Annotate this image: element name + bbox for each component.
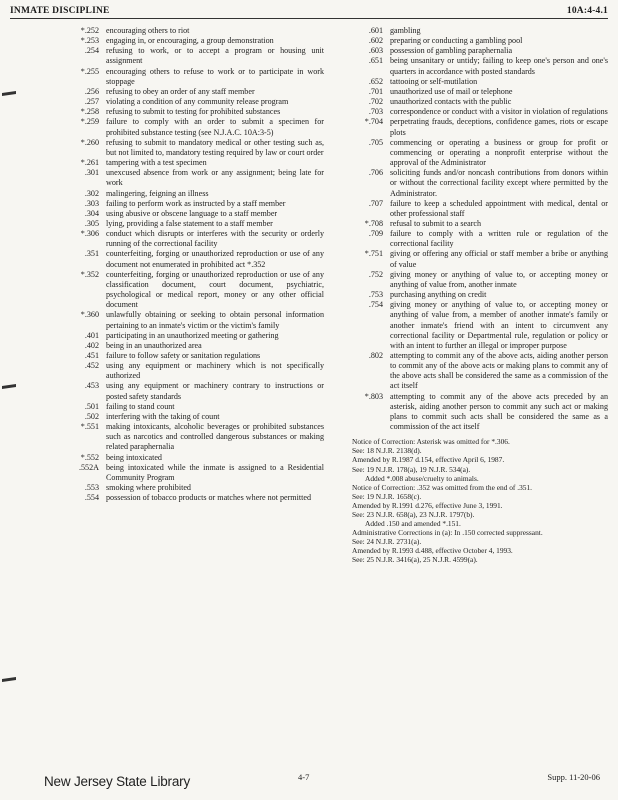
rule-text: being intoxicated while the inmate is assigned to a Residential Community Program: [106, 462, 324, 482]
rule-entry: [68, 36, 324, 46]
rule-entry: [352, 351, 608, 392]
rule-entry: [68, 310, 324, 330]
rule-text: giving money or anything of value to, or accepting money or anything of value from, a member of another inmate's family or another inmate's friend with an intent to circumvent any correctional facility or Departmental rule, regulation or policy or with an intent to further an illegal or improper purpose: [390, 300, 608, 350]
rule-text: failure to keep a scheduled appointment with medical, dental or other professional staff: [390, 198, 608, 218]
rule-code: *.704: [364, 117, 383, 127]
rule-text: failure to comply with an order to submit a specimen for prohibited substance testing (see N.J.A.C. 10A:3-5): [106, 117, 324, 137]
rule-code: .601: [368, 26, 383, 35]
rule-entry: [68, 493, 324, 503]
rule-code: *.261: [80, 158, 99, 168]
history-note: See: 19 N.J.R. 1658(c).: [352, 491, 422, 501]
rule-code: .709: [368, 229, 383, 239]
rule-text: participating in an unauthorized meeting or gathering: [106, 330, 279, 340]
rule-entry: [68, 351, 324, 361]
rule-entry: [352, 300, 608, 351]
rule-code: .453: [84, 381, 99, 391]
rule-text: encouraging others to riot: [106, 26, 190, 35]
rule-text: encouraging others to refuse to work or to participate in work stoppage: [106, 66, 324, 86]
rule-entry: [352, 270, 608, 290]
rule-code: .652: [368, 76, 383, 86]
history-note: Administrative Corrections in (a): In .150 corrected suppressant.: [352, 528, 543, 538]
rule-code: .752: [368, 269, 383, 279]
rule-entry: [68, 229, 324, 249]
rule-code: .351: [84, 249, 99, 259]
rule-code: *.258: [80, 107, 99, 117]
rule-entry: [68, 463, 324, 483]
rule-entry: [352, 117, 608, 137]
right-column: [352, 26, 608, 565]
rule-text: refusing to submit to mandatory medical or other testing such as, but not limited to, mandatory testing required by law or court order: [106, 137, 324, 157]
running-header: [10, 6, 608, 19]
rule-code: .452: [84, 361, 99, 371]
rule-entry: [68, 361, 324, 381]
rule-text: attempting to commit any of the above acts preceded by an asterisk, aiding another person to commit any such act or making plans to commit such acts shall be considered the same as a commission of the act itself: [390, 391, 608, 432]
rule-entry: [68, 209, 324, 219]
rule-text: tampering with a test specimen: [106, 158, 207, 168]
rule-entry: [68, 138, 324, 158]
page-number: 4-7: [298, 772, 310, 782]
rule-code: .402: [84, 340, 99, 350]
rule-code: *.259: [80, 117, 99, 127]
rule-code: *.360: [80, 310, 99, 320]
rule-entry: [68, 270, 324, 311]
header-title: INMATE DISCIPLINE: [10, 6, 110, 16]
rule-text: counterfeiting, forging or unauthorized reproduction or use of any classification document, court document, psychiatric, psychological or medical report, money or any other official document: [106, 269, 324, 310]
rule-entry: [68, 67, 324, 87]
rule-code: .302: [84, 188, 99, 198]
rule-text: conduct which disrupts or interferes with the security or orderly running of the correctional facility: [106, 229, 324, 249]
rule-text: interfering with the taking of count: [106, 411, 220, 421]
rule-text: attempting to commit any of the above acts, aiding another person to commit any of the above acts or making plans to commit any of the above acts shall be considered the same as a commission of the act itself: [390, 351, 608, 391]
rule-entry: [68, 412, 324, 422]
rule-entry: [352, 36, 608, 46]
rule-code: .701: [368, 86, 383, 96]
rule-text: unauthorized use of mail or telephone: [390, 86, 513, 96]
rule-text: malingering, feigning an illness: [106, 188, 209, 198]
rule-code: .501: [84, 401, 99, 411]
history-note: Added *.008 abuse/cruelty to animals.: [365, 473, 479, 483]
rule-code: .304: [84, 208, 99, 218]
rule-text: failure to follow safety or sanitation regulations: [106, 351, 261, 360]
rule-text: preparing or conducting a gambling pool: [390, 36, 523, 46]
rule-text: failing to stand count: [106, 401, 175, 411]
rule-entry: [68, 87, 324, 97]
rule-code: .553: [84, 483, 99, 493]
rule-text: refusal to submit to a search: [390, 218, 482, 228]
history-note: See: 19 N.J.R. 178(a), 19 N.J.R. 534(a).: [352, 464, 471, 474]
history-note: See: 24 N.J.R. 2731(a).: [352, 537, 422, 547]
rule-entry: [352, 26, 608, 36]
rule-entry: [352, 199, 608, 219]
rule-entry: [352, 107, 608, 117]
rule-entry: [68, 97, 324, 107]
rule-entry: [68, 117, 324, 137]
rule-entry: [352, 249, 608, 269]
rule-code: *.551: [80, 422, 99, 432]
rule-code: .651: [368, 56, 383, 66]
rule-code: *.352: [80, 269, 99, 279]
rule-text: engaging in, or encouraging, a group demonstration: [106, 36, 274, 46]
rule-code: *.306: [80, 229, 99, 239]
rule-entry: [68, 483, 324, 493]
margin-mark: [2, 91, 16, 96]
rule-code: .706: [368, 168, 383, 178]
rule-text: counterfeiting, forging or unauthorized reproduction or use of any document not enumerated in prohibited act *.352: [106, 249, 324, 269]
rule-text: lying, providing a false statement to a staff member: [106, 218, 273, 228]
rule-code: .552A: [78, 462, 99, 472]
history-note: Notice of Correction: Asterisk was omitted for *.306.: [352, 437, 510, 447]
history-note: See: 23 N.J.R. 658(a), 23 N.J.R. 1797(b).: [352, 510, 475, 519]
rule-text: failing to perform work as instructed by a staff member: [106, 198, 286, 208]
rule-code: .802: [368, 351, 383, 360]
margin-mark: [2, 677, 16, 682]
library-stamp: New Jersey State Library: [44, 774, 191, 789]
rule-entry: [68, 453, 324, 463]
rule-text: unauthorized contacts with the public: [390, 97, 512, 107]
rule-text: making intoxicants, alcoholic beverages or prohibited substances such as narcotics and controlled dangerous substances or making related paraphernalia: [106, 422, 324, 452]
rule-text: violating a condition of any community release program: [106, 97, 289, 107]
rule-text: soliciting funds and/or noncash contributions from donors within or without the correctional facility except where permitted by the Administrator.: [390, 168, 608, 198]
rule-entry: [68, 107, 324, 117]
rule-text: correspondence or conduct with a visitor in violation of regulations: [390, 107, 608, 117]
rule-entry: [352, 392, 608, 433]
rule-entry: [352, 290, 608, 300]
rule-text: giving money or anything of value to, or accepting money or anything of value from, another inmate: [390, 269, 608, 289]
rule-entry: [352, 97, 608, 107]
rule-text: smoking where prohibited: [106, 483, 191, 493]
rule-code: *.803: [364, 391, 383, 401]
rule-code: .301: [84, 168, 99, 178]
rule-code: .451: [84, 351, 99, 360]
rule-entry: [68, 168, 324, 188]
rule-code: .254: [84, 46, 99, 56]
header-citation: 10A:4-4.1: [566, 6, 608, 16]
left-column: [68, 26, 324, 503]
history-note: Amended by R.1987 d.154, effective April 6, 1987.: [352, 455, 505, 465]
history-note: See: 25 N.J.R. 3416(a), 25 N.J.R. 4599(a).: [352, 555, 478, 565]
margin-mark: [2, 384, 16, 389]
rule-code: .401: [84, 330, 99, 340]
rule-text: using any equipment or machinery which is not specifically authorized: [106, 361, 324, 381]
rule-text: unlawfully obtaining or seeking to obtain personal information pertaining to an inmate's victim or the victim's family: [106, 310, 324, 330]
rule-code: .705: [368, 137, 383, 147]
rule-text: purchasing anything on credit: [390, 290, 487, 300]
rule-text: being in an unauthorized area: [106, 340, 202, 350]
rule-code: .703: [368, 107, 383, 117]
page-footer: [0, 772, 618, 796]
rule-code: .257: [84, 97, 99, 107]
rule-text: perpetrating frauds, deceptions, confidence games, riots or escape plots: [390, 117, 608, 137]
rule-entry: [68, 381, 324, 401]
rule-entry: [68, 46, 324, 66]
rule-code: .754: [368, 300, 383, 310]
rule-code: .256: [84, 86, 99, 96]
rule-entry: [352, 219, 608, 229]
history-notes: [352, 437, 608, 564]
rule-code: .707: [368, 198, 383, 208]
rule-code: .603: [368, 46, 383, 56]
rule-entry: [352, 168, 608, 198]
rule-entry: [352, 56, 608, 76]
history-note: Added .150 and amended *.151.: [365, 519, 461, 529]
rule-code: .502: [84, 411, 99, 421]
rule-text: possession of tobacco products or matches where not permitted: [106, 493, 311, 503]
rule-text: using abusive or obscene language to a staff member: [106, 208, 278, 218]
history-note: Amended by R.1991 d.276, effective June 3, 1991.: [352, 500, 503, 510]
rule-code: *.253: [80, 36, 99, 46]
rule-code: .702: [368, 97, 383, 107]
rule-text: possession of gambling paraphernalia: [390, 46, 513, 56]
rule-entry: [68, 189, 324, 199]
history-note: Amended by R.1993 d.488, effective October 4, 1993.: [352, 546, 513, 556]
rule-entry: [68, 402, 324, 412]
rule-entry: [68, 422, 324, 452]
rule-code: *.751: [364, 249, 383, 259]
rule-entry: [68, 199, 324, 209]
rule-entry: [68, 341, 324, 351]
rule-code: *.252: [80, 26, 99, 35]
rule-text: commencing or operating a business or group for profit or commencing or operating a nonprofit enterprise without the approval of the Administrator: [390, 137, 608, 168]
rule-entry: [68, 331, 324, 341]
rule-text: being intoxicated: [106, 452, 162, 462]
rule-text: refusing to obey an order of any staff member: [106, 86, 255, 96]
rule-entry: [352, 138, 608, 168]
rule-text: refusing to work, or to accept a program or housing unit assignment: [106, 46, 324, 66]
rule-entry: [352, 87, 608, 97]
rule-code: *.552: [80, 452, 99, 462]
rule-code: .554: [84, 493, 99, 503]
rule-text: gambling: [390, 26, 421, 35]
rule-entry: [352, 46, 608, 56]
rule-entry: [68, 249, 324, 269]
rule-text: refusing to submit to testing for prohibited substances: [106, 107, 281, 117]
rule-entry: [352, 229, 608, 249]
rule-entry: [352, 77, 608, 87]
rule-text: tattooing or self-mutilation: [390, 76, 478, 86]
rule-text: using any equipment or machinery contrary to instructions or posted safety standards: [106, 381, 324, 401]
rule-code: .303: [84, 198, 99, 208]
rule-code: .602: [368, 36, 383, 46]
rule-entry: [68, 26, 324, 36]
rule-code: *.708: [364, 218, 383, 228]
rule-code: .753: [368, 290, 383, 300]
rule-text: unexcused absence from work or any assignment; being late for work: [106, 168, 324, 188]
history-note: See: 18 N.J.R. 2138(d).: [352, 446, 422, 456]
rule-code: *.255: [80, 66, 99, 76]
right-entry-list: [352, 26, 608, 432]
rule-code: .305: [84, 218, 99, 228]
rule-entry: [68, 158, 324, 168]
supplement-date: Supp. 11-20-06: [547, 772, 600, 782]
rule-text: giving or offering any official or staff member a bribe or anything of value: [390, 249, 608, 269]
rule-text: being unsanitary or untidy; failing to keep one's person and one's quarters in accordance with posted standards: [390, 56, 608, 76]
rule-entry: [68, 219, 324, 229]
rule-code: *.260: [80, 137, 99, 147]
rule-text: failure to comply with a written rule or regulation of the correctional facility: [390, 229, 608, 249]
history-note: Notice of Correction: .352 was omitted from the end of .351.: [352, 482, 533, 492]
